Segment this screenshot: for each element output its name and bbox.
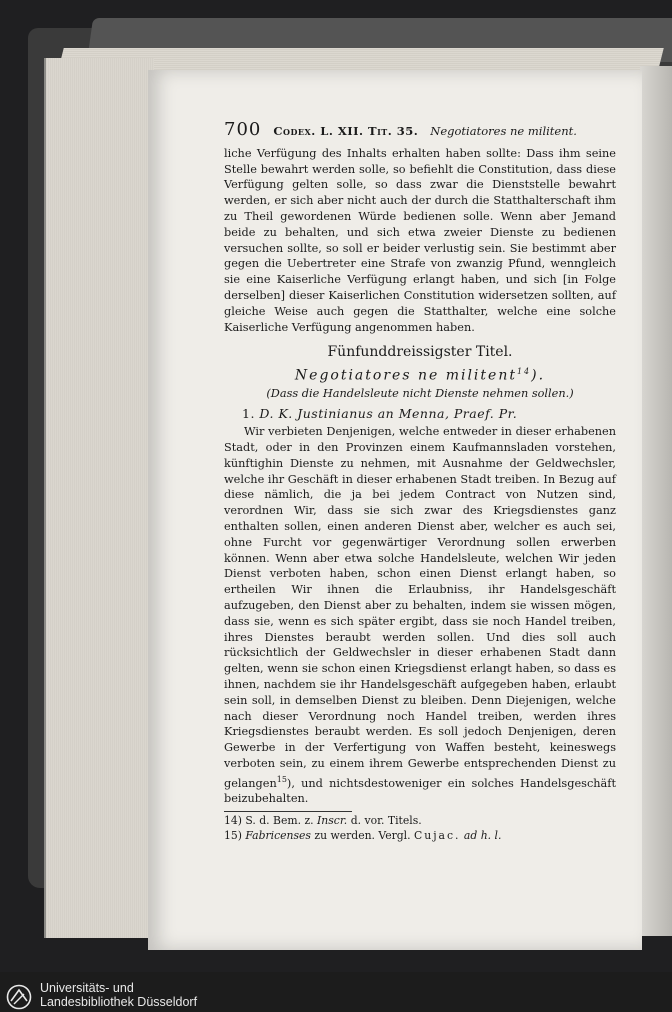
- page-text-area: [224, 119, 616, 843]
- law-text-part-2: ), und nichtsdestoweniger ein solches Handelsgeschäft beizubehalten.: [224, 776, 616, 806]
- section-german-subtitle: (Dass die Handelsleute nicht Dienste nehmen sollen.): [266, 386, 574, 400]
- footnote-italic: Fabricenses: [245, 828, 311, 842]
- latin-title-text: Negotiatores ne militent: [294, 367, 517, 384]
- book-page: [148, 70, 642, 950]
- library-logo-icon: [6, 984, 32, 1010]
- paragraph-law-text: [224, 424, 616, 807]
- facing-page-edge: [640, 66, 672, 936]
- footnote-text: S. d. Bem. z.: [245, 814, 314, 828]
- codex-reference: Codex. L. XII. Tit. 35.: [273, 124, 419, 138]
- section-latin-title: Negotiatores ne militent$^{14}$).: [294, 367, 546, 384]
- running-head: [224, 119, 616, 140]
- section-title: Fünfunddreissigster Titel.: [327, 344, 513, 361]
- paragraph-continued: liche Verfügung des Inhalts erhalten haben sollte: Dass ihm seine Stelle bewahrt werden solle, so befiehlt die Constitution, dass diese Verfügung gelten solle, so dass zwar die Dienststelle bewahrt werden, er sich aber nicht auch der durch die Statthalterschaft ihm zu Theil gewordenen Würde bedienen solle. Wenn aber Jemand beide zu behalten, und sich etwa zweier Dienste zu bedienen versuchen sollte, so soll er beider verlustig sein. Sie bestimmt aber gegen die Uebertreter eine Strafe von zwanzig Pfund, wenngleich sie eine Kaiserliche Verfügung erlangt haben, und sich [in Folge derselben] dieser Kaiserlichen Constitution widersetzen sollten, auf gleiche Weise auch gegen die Statthalter, welche eine solche Kaiserliche Verfügung angenommen haben.: [224, 146, 616, 334]
- law-heading: [242, 406, 616, 422]
- footnote-15: [224, 829, 616, 844]
- footnote-author: Cujac.: [414, 828, 461, 842]
- law-text-part-1: Wir verbieten Denjenigen, welche entweder in dieser erhabenen Stadt, oder in den Provinzen einem Kaufmannsladen vorstehen, künftighin Dienste zu nehmen, mit Ausnahme der Geldwechsler, welche ihr Geschäft in dieser erhabenen Stadt treiben. In Bezug auf diese nämlich, die ja bei jedem Contract von Nutzen sind, verordnen Wir, dass sie sich zwar des Kriegsdienstes ganz enthalten sollen, einen anderen Dienst aber, welcher es auch sei, ohne Furcht vor gegenwärtiger Verordnung sollen erwerben können. Wenn aber etwa solche Handelsleute, welchen Wir jeden Dienst verboten haben, schon einen Dienst erlangt haben, so ertheilen Wir ihnen die Erlaubniss, ihr Handelsgeschäft aufzugeben, den Dienst aber zu behalten, indem sie wissen mögen, dass sie, wenn es sich später ergibt, dass sie noch Handel treiben, ihres Dienstes beraubt werden sollen. Und dies soll auch rücksichtlich der Geldwechsler in dieser erhabenen Stadt dann gelten, wenn sie schon einen Kriegsdienst erlangt haben, so dass es ihnen, nachdem sie ihr Handelsgeschäft aufgegeben haben, erlaubt sein soll, in demselben Dienst zu bleiben. Denn Diejenigen, welche nach dieser Verordnung noch Handel treiben, werden ihres Kriegsdienstes beraubt werden. Es soll jedoch Denjenigen, deren Gewerbe in der Verfertigung von Waffen besteht, keineswegs verboten sein, zu einem ihrem Gewerbe entsprechenden Dienst zu gelangen: [224, 425, 616, 790]
- footnote-number: 15): [224, 828, 242, 842]
- footnote-number: 14): [224, 814, 242, 828]
- law-author: D. K. Justinianus an Menna, Praef. Pr.: [259, 406, 518, 422]
- running-title: Negotiatores ne militent.: [430, 124, 577, 138]
- library-name-line1: Universitäts- und: [40, 981, 134, 995]
- footnote-text: zu werden. Vergl.: [314, 828, 411, 842]
- footnote-divider: [224, 811, 352, 812]
- footnote-14: [224, 814, 616, 829]
- footnote-ref-15: 15: [276, 774, 287, 784]
- footnote-italic: Inscr.: [317, 814, 348, 828]
- footnote-ref-14: 14: [516, 367, 532, 377]
- footnote-italic-ref: ad h. l.: [463, 828, 502, 842]
- library-name-line2: Landesbibliothek Düsseldorf: [40, 995, 198, 1009]
- law-number: 1.: [242, 406, 255, 422]
- page-number: 700: [224, 119, 262, 140]
- page-stack-edge: [44, 58, 154, 938]
- footnote-text-end: d. vor. Titels.: [350, 814, 422, 828]
